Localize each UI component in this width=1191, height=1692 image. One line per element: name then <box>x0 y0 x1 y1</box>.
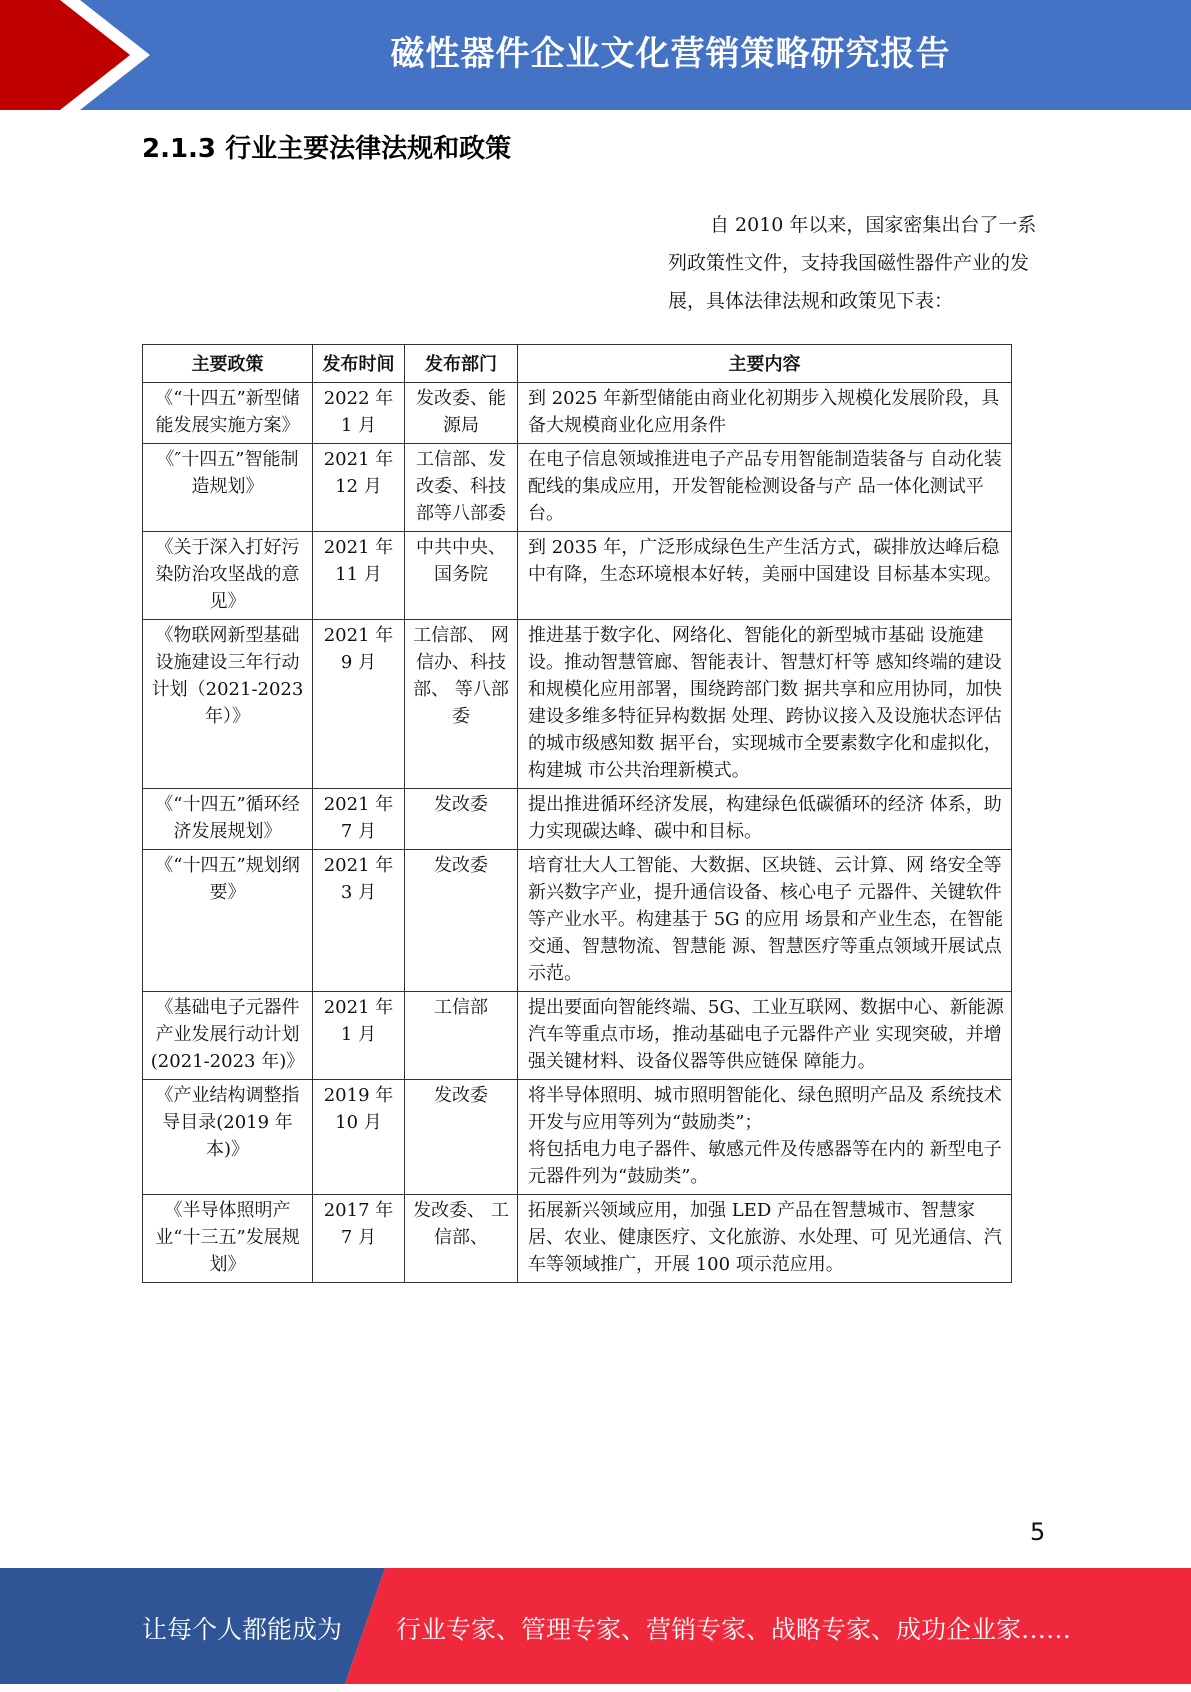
policy-dept: 发改委 <box>405 789 518 850</box>
page-footer <box>0 1568 1191 1684</box>
policy-name: 《产业结构调整指导目录(2019 年本)》 <box>143 1080 313 1195</box>
policy-content: 拓展新兴领域应用，加强 LED 产品在智慧城市、智慧家居、农业、健康医疗、文化旅游、水处理、可 见光通信、汽车等领域推广，开展 100 项示范应用。 <box>518 1195 1012 1283</box>
policy-date: 2017 年 7 月 <box>313 1195 405 1283</box>
footer-slogan-right: 行业专家、管理专家、营销专家、战略专家、成功企业家…… <box>396 1615 1072 1644</box>
header-policy: 主要政策 <box>143 345 313 383</box>
header-dept: 发布部门 <box>405 345 518 383</box>
policy-dept: 工信部 <box>405 992 518 1080</box>
report-title: 磁性器件企业文化营销策略研究报告 <box>390 34 951 74</box>
policy-content: 到 2025 年新型储能由商业化初期步入规模化发展阶段，具备大规模商业化应用条件 <box>518 383 1012 444</box>
policy-table <box>142 344 1012 1283</box>
policy-content: 推进基于数字化、网络化、智能化的新型城市基础 设施建设。推动智慧管廊、智能表计、智慧灯杆等 感知终端的建设和规模化应用部署，围绕跨部门数 据共享和应用协同，加快建设多维多特征异构数据 处理、跨协议接入及设施状态评估的城市级感知数 据平台，实现城市全要素数字化和虚拟化，构建城 市公共治理新模式。 <box>518 620 1012 789</box>
page-header <box>0 0 1191 110</box>
policy-date: 2021 年 9 月 <box>313 620 405 789</box>
policy-dept: 发改委 <box>405 1080 518 1195</box>
policy-dept: 工信部、发改委、科技部等八部委 <box>405 444 518 532</box>
table-row <box>143 444 1012 532</box>
policy-date: 2021 年 7 月 <box>313 789 405 850</box>
policy-content: 到 2035 年，广泛形成绿色生产生活方式，碳排放达峰后稳中有降，生态环境根本好转，美丽中国建设 目标基本实现。 <box>518 532 1012 620</box>
table-row <box>143 620 1012 789</box>
policy-content: 提出要面向智能终端、5G、工业互联网、数据中心、新能源汽车等重点市场，推动基础电子元器件产业 实现突破，并增强关键材料、设备仪器等供应链保 障能力。 <box>518 992 1012 1080</box>
policy-content: 将半导体照明、城市照明智能化、绿色照明产品及 系统技术开发与应用等列为“鼓励类”； 将包括电力电子器件、敏感元件及传感器等在内的 新型电子元器件列为“鼓励类”。 <box>518 1080 1012 1195</box>
policy-content: 培育壮大人工智能、大数据、区块链、云计算、网 络安全等新兴数字产业，提升通信设备、核心电子 元器件、关键软件等产业水平。构建基于 5G 的应用 场景和产业生态，在智能交通、智慧物流、智慧能 源、智慧医疗等重点领域开展试点示范。 <box>518 850 1012 992</box>
table-row <box>143 992 1012 1080</box>
footer-slogan-left: 让每个人都能成为 <box>142 1615 343 1644</box>
policy-name: 《″十四五”智能制造规划》 <box>143 444 313 532</box>
policy-name: 《关于深入打好污染防治攻坚战的意见》 <box>143 532 313 620</box>
policy-date: 2021 年 12 月 <box>313 444 405 532</box>
page-number: 5 <box>1030 1518 1046 1546</box>
table-row <box>143 850 1012 992</box>
policy-content: 提出推进循环经济发展，构建绿色低碳循环的经济 体系，助力实现碳达峰、碳中和目标。 <box>518 789 1012 850</box>
policy-name: 《“十四五”新型储能发展实施方案》 <box>143 383 313 444</box>
policy-dept: 发改委、能源局 <box>405 383 518 444</box>
header-content: 主要内容 <box>518 345 1012 383</box>
policy-name: 《半导体照明产业“十三五”发展规划》 <box>143 1195 313 1283</box>
section-heading: 2.1.3 行业主要法律法规和政策 <box>142 134 512 164</box>
policy-name: 《物联网新型基础设施建设三年行动计划（2021-2023 年）》 <box>143 620 313 789</box>
table-row <box>143 383 1012 444</box>
policy-dept: 工信部、 网信办、科技部、 等八部委 <box>405 620 518 789</box>
policy-content: 在电子信息领域推进电子产品专用智能制造装备与 自动化装配线的集成应用，开发智能检测设备与产 品一体化测试平台。 <box>518 444 1012 532</box>
table-row <box>143 789 1012 850</box>
policy-dept: 发改委 <box>405 850 518 992</box>
policy-dept: 中共中央、国务院 <box>405 532 518 620</box>
policy-name: 《基础电子元器件产业发展行动计划(2021-2023 年)》 <box>143 992 313 1080</box>
policy-date: 2021 年 1 月 <box>313 992 405 1080</box>
header-date: 发布时间 <box>313 345 405 383</box>
policy-date: 2022 年 1 月 <box>313 383 405 444</box>
policy-name: 《“十四五”规划纲要》 <box>143 850 313 992</box>
policy-date: 2021 年 11 月 <box>313 532 405 620</box>
table-row <box>143 1080 1012 1195</box>
policy-dept: 发改委、 工信部、 <box>405 1195 518 1283</box>
table-header-row <box>143 345 1012 383</box>
intro-paragraph <box>668 206 1048 320</box>
table-row <box>143 1195 1012 1283</box>
table-row <box>143 532 1012 620</box>
policy-date: 2021 年 3 月 <box>313 850 405 992</box>
policy-name: 《“十四五”循环经济发展规划》 <box>143 789 313 850</box>
intro-text: 自 2010 年以来，国家密集出台了一系列政策性文件，支持我国磁性器件产业的发展，具体法律法规和政策见下表： <box>668 214 1037 312</box>
policy-date: 2019 年 10 月 <box>313 1080 405 1195</box>
